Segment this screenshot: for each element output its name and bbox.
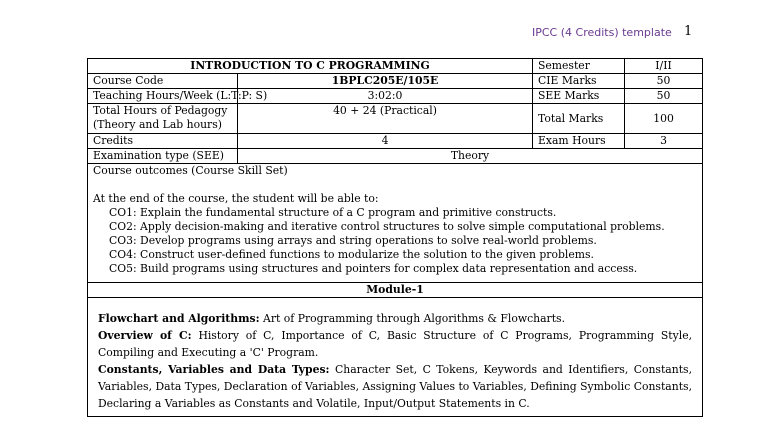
exam-hours-label: Exam Hours bbox=[533, 134, 625, 149]
pedagogy-label-line2: (Theory and Lab hours) bbox=[93, 118, 222, 131]
outcome-item: CO4: Construct user-defined functions to modularize the solution to the given problems. bbox=[109, 248, 594, 261]
module-1-content bbox=[88, 298, 703, 417]
module-1-heading: Module-1 bbox=[88, 283, 703, 298]
page-number: 1 bbox=[684, 24, 693, 39]
outcomes-heading: Course outcomes (Course Skill Set) bbox=[93, 164, 288, 177]
module-paragraph bbox=[98, 361, 692, 412]
pedagogy-hours-label bbox=[88, 104, 238, 134]
module-topic-text: History of C, Importance of C, Basic Structure of C Programs, Programming Style, Compiling and Executing a 'C' Program. bbox=[98, 329, 693, 359]
module-topic-title: Constants, Variables and Data Types: bbox=[98, 363, 330, 376]
module-topic-title: Overview of C: bbox=[98, 329, 192, 342]
pedagogy-hours-value: 40 + 24 (Practical) bbox=[238, 104, 533, 134]
outcome-item: CO1: Explain the fundamental structure of a C program and primitive constructs. bbox=[109, 206, 557, 219]
total-marks-label: Total Marks bbox=[533, 104, 625, 134]
see-marks-label: SEE Marks bbox=[533, 89, 625, 104]
teaching-hours-label: Teaching Hours/Week (L:T:P: S) bbox=[88, 89, 238, 104]
outcome-item: CO3: Develop programs using arrays and string operations to solve real-world problems. bbox=[109, 234, 597, 247]
module-topic-text: Character Set, C Tokens, Keywords and Identifiers, Constants, Variables, Data Types, Declaration of Variables, Assigning Values to Variables, Defining Symbolic Constants, Declaring a Variables as Constants and Volatile, Input/Output Statements in C. bbox=[98, 363, 693, 410]
course-title: INTRODUCTION TO C PROGRAMMING bbox=[88, 59, 533, 74]
cie-marks-value: 50 bbox=[625, 74, 703, 89]
semester-label: Semester bbox=[533, 59, 625, 74]
outcome-item: CO2: Apply decision-making and iterative control structures to solve simple computational problems. bbox=[109, 220, 665, 233]
teaching-hours-value: 3:02:0 bbox=[238, 89, 533, 104]
course-code-label: Course Code bbox=[88, 74, 238, 89]
outcomes-intro: At the end of the course, the student will be able to: bbox=[93, 192, 379, 205]
exam-type-label: Examination type (SEE) bbox=[88, 149, 238, 164]
credits-label: Credits bbox=[88, 134, 238, 149]
total-marks-value: 100 bbox=[625, 104, 703, 134]
syllabus-table bbox=[87, 58, 703, 417]
module-topic-text: Art of Programming through Algorithms & Flowcharts. bbox=[259, 312, 566, 325]
pedagogy-label-line1: Total Hours of Pedagogy bbox=[93, 104, 228, 117]
course-code-value: 1BPLC205E/105E bbox=[238, 74, 533, 89]
course-outcomes-cell bbox=[88, 164, 703, 283]
outcome-item: CO5: Build programs using structures and pointers for complex data representation and access. bbox=[109, 262, 638, 275]
exam-type-value: Theory bbox=[238, 149, 703, 164]
cie-marks-label: CIE Marks bbox=[533, 74, 625, 89]
credits-value: 4 bbox=[238, 134, 533, 149]
module-paragraph bbox=[98, 327, 692, 361]
module-paragraph bbox=[98, 310, 692, 327]
semester-value: I/II bbox=[625, 59, 703, 74]
exam-hours-value: 3 bbox=[625, 134, 703, 149]
see-marks-value: 50 bbox=[625, 89, 703, 104]
template-label: IPCC (4 Credits) template bbox=[532, 26, 672, 39]
module-topic-title: Flowchart and Algorithms: bbox=[98, 312, 260, 325]
